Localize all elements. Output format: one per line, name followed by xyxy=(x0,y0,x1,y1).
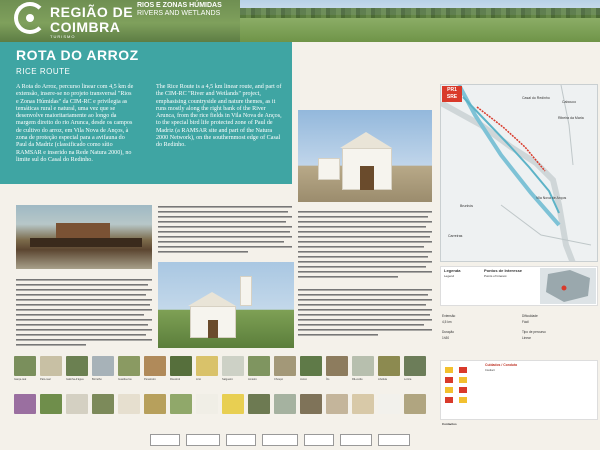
intro-text-pt: A Rota do Arroz, percurso linear com 4,5 km de extensão, insere-se no projeto transversal "Rios e Zonas Húmidas" da CIM-RC e privilegia as temáticas rural e natural, uma vez que se desenvolve maioritariamente ao longo da margem direito do rio Arunca, desde os campos de cultivo do arroz, em Vila Nova de Anços, à zona de proteção especial para a avifauna do Paul da Madriz (classificado como sítio RAMSAR e inserido na Rede Natura 2000), no limite sul do Casal do Redinho. xyxy=(16,84,134,163)
species-thumb xyxy=(14,356,36,376)
partner-logo xyxy=(186,434,220,446)
species-thumb xyxy=(378,356,400,376)
species-thumb xyxy=(300,356,322,376)
species-label: Rã-verde xyxy=(352,378,363,381)
bell-tower xyxy=(240,276,252,306)
tipo-value: Linear xyxy=(522,336,531,340)
extensao-label: Extensão xyxy=(442,314,456,318)
text-lines xyxy=(298,210,432,282)
chapel-photo-large xyxy=(298,110,432,202)
header-treeline xyxy=(240,8,600,18)
species-label: Pato-real xyxy=(40,378,51,381)
boat-cabin xyxy=(56,223,110,238)
page-title: ROTA DO ARROZ xyxy=(16,47,139,63)
species-thumb xyxy=(248,394,270,414)
text-lines xyxy=(158,205,292,257)
body-text-en-1 xyxy=(298,210,432,284)
species-thumb xyxy=(66,356,88,376)
species-thumb xyxy=(144,356,166,376)
intro-text-en: The Rice Route is a 4,5 km linear route, and part of the CIM-RC "River and Wetlands" project, emphasising countryside and nature themes, as it runs mostly along the right bank of the River Arunca, from the rice fields in Vila Nova de Anços, to the special bird life protected zone of Paul de Madriz (a RAMSAR site and part of the Natura 2000 Network), on the southernmost edge of Casal do Redinho. xyxy=(156,84,282,149)
species-gallery xyxy=(14,356,434,426)
partner-logo xyxy=(304,434,334,446)
tipo-label: Tipo de percurso xyxy=(522,330,546,334)
legend-title-pt: Legenda xyxy=(444,268,461,273)
chapel-roof xyxy=(188,292,236,306)
network-title-en: RIVERS AND WETLANDS xyxy=(137,10,221,17)
signpost-icon xyxy=(459,377,467,383)
text-lines xyxy=(16,278,152,350)
conduct-panel xyxy=(440,360,598,420)
species-thumb xyxy=(222,356,244,376)
legend-title-en: Legend xyxy=(444,274,455,278)
species-label: Peneireiro xyxy=(144,378,156,381)
species-thumb xyxy=(92,356,114,376)
extensao-value: 4,5 km xyxy=(442,320,452,324)
route-code-badge xyxy=(442,86,462,102)
chapel-photo-small xyxy=(158,262,294,348)
signpost-icon xyxy=(459,387,467,393)
map-place-label: Ribeira da Maria xyxy=(558,116,584,120)
route-map[interactable] xyxy=(440,84,598,262)
boat-photo xyxy=(16,205,152,269)
species-label: Galinha-d'água xyxy=(66,378,84,381)
species-thumb xyxy=(300,394,322,414)
locator-map-shape xyxy=(540,268,596,304)
partner-logo xyxy=(226,434,256,446)
signpost-icon xyxy=(445,387,453,393)
partner-logo xyxy=(150,434,180,446)
chapel-door xyxy=(208,320,218,338)
route-info xyxy=(440,312,598,356)
species-thumb xyxy=(118,394,140,414)
species-thumb xyxy=(352,394,374,414)
body-text-en-2 xyxy=(298,288,432,346)
species-thumb xyxy=(40,394,62,414)
side-building xyxy=(318,158,340,180)
species-thumb xyxy=(144,394,166,414)
species-thumb xyxy=(404,356,426,376)
species-thumb xyxy=(170,356,192,376)
species-thumb xyxy=(274,394,296,414)
legend-pois-en: Points of Interest xyxy=(484,274,507,278)
species-thumb xyxy=(40,356,62,376)
duracao-label: Duração xyxy=(442,330,455,334)
signpost-icon xyxy=(445,377,453,383)
network-title-pt: RIOS E ZONAS HÚMIDAS xyxy=(137,2,222,9)
species-thumb xyxy=(326,394,348,414)
chapel-door xyxy=(360,166,374,190)
brand-line-3: TURISMO xyxy=(50,34,76,39)
dificuldade-value: Fácil xyxy=(522,320,529,324)
species-label: Garça-real xyxy=(14,378,27,381)
signpost-icon xyxy=(445,367,453,373)
species-thumb xyxy=(14,394,36,414)
signpost-icon xyxy=(459,367,467,373)
body-text-pt-1 xyxy=(158,205,292,259)
body-text-pt-2 xyxy=(16,278,152,352)
locator-map xyxy=(540,268,596,304)
conduct-title-en: Conduct xyxy=(485,369,495,372)
species-thumb xyxy=(352,356,374,376)
species-label: Lírio xyxy=(196,378,202,381)
map-place-label: Vila Nova de Anços xyxy=(536,196,567,200)
species-label: Lontra xyxy=(404,378,412,381)
species-thumb xyxy=(196,394,218,414)
header-landscape-photo xyxy=(240,0,600,42)
species-thumb xyxy=(222,394,244,414)
map-drawing xyxy=(441,85,598,262)
species-label: Choupo xyxy=(274,378,284,381)
species-label: Borrelho xyxy=(92,378,102,381)
species-label: Salgueiro xyxy=(222,378,233,381)
route-code-line2: SRE xyxy=(446,94,458,100)
duracao-value: 1h30 xyxy=(442,336,450,340)
signpost-icon xyxy=(445,397,453,403)
page-subtitle: RICE ROUTE xyxy=(16,67,71,76)
text-lines xyxy=(298,288,432,344)
partner-logos xyxy=(150,434,440,448)
species-thumb xyxy=(326,356,348,376)
boat-hull xyxy=(30,238,142,247)
species-label: Guarda-rios xyxy=(118,378,132,381)
species-thumb xyxy=(118,356,140,376)
brand-line-2: COIMBRA xyxy=(50,19,121,35)
legend-pois-pt: Pontos de Interesse xyxy=(484,268,523,273)
species-thumb xyxy=(404,394,426,414)
species-thumb xyxy=(170,394,192,414)
logo-dot-icon xyxy=(26,14,34,22)
species-label: Íris xyxy=(326,378,330,381)
species-thumb xyxy=(248,356,270,376)
species-thumb xyxy=(196,356,218,376)
partner-logo xyxy=(378,434,410,446)
contacts-title: Contactos xyxy=(442,422,457,426)
partner-logo xyxy=(262,434,298,446)
chapel-roof xyxy=(340,132,392,148)
species-label: Rouxinol xyxy=(170,378,181,381)
dificuldade-label: Dificuldade xyxy=(522,314,538,318)
species-thumb xyxy=(274,356,296,376)
species-label: Amieiro xyxy=(248,378,257,381)
species-thumb xyxy=(378,394,400,414)
species-label: Junco xyxy=(300,378,307,381)
species-thumb xyxy=(66,394,88,414)
signpost-icon xyxy=(459,397,467,403)
map-place-label: Cabouco xyxy=(562,100,577,104)
map-place-label: Carreiras xyxy=(448,234,463,238)
contacts-block xyxy=(440,422,598,448)
species-thumb xyxy=(92,394,114,414)
partner-logo xyxy=(340,434,372,446)
map-place-label: Brunhós xyxy=(460,204,474,208)
brand-line-1: REGIÃO DE xyxy=(50,4,134,20)
conduct-title-pt: Cuidados / Conduta xyxy=(485,363,518,367)
species-label: Libélula xyxy=(378,378,387,381)
route-code-line1: PR1 xyxy=(447,87,457,93)
map-place-label: Casal do Redinho xyxy=(522,96,550,100)
